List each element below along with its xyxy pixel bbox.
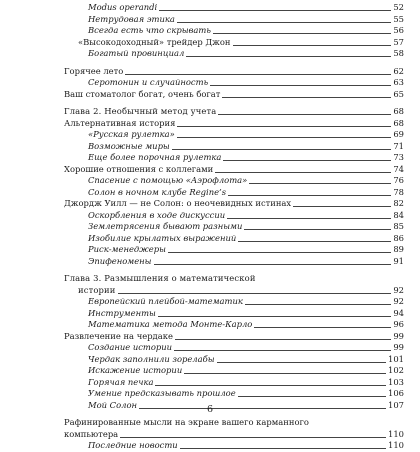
toc-entry-title: Оскорбления в ходе дискуссии	[88, 209, 226, 220]
toc-entry-title: Джордж Уилл — не Солон: о неочевидных истинах	[64, 198, 292, 208]
toc-page-number: 57	[393, 36, 404, 47]
toc-leader-line	[158, 316, 391, 317]
toc-leader-line	[293, 206, 391, 207]
toc-entry-title: Развлечение на чердаке	[64, 330, 173, 341]
toc-entry-title: «Русская рулетка»	[88, 129, 175, 139]
toc-entry-title: Инструменты	[88, 307, 156, 318]
toc-page-number: 106	[388, 388, 404, 398]
toc-leader-line	[186, 56, 391, 57]
toc-entry-title: Нетрудовая этика	[88, 13, 175, 24]
toc-page-number: 110	[388, 428, 404, 439]
toc-section-row	[64, 118, 404, 130]
toc-entry-title: Горячее лето	[64, 65, 124, 76]
toc-leader-line	[125, 74, 391, 75]
toc-subsection-row	[64, 354, 404, 366]
page-number: 6	[206, 404, 214, 415]
toc-page-number: 110	[388, 440, 404, 450]
toc-subsection-row	[64, 152, 404, 164]
toc-subsection-row	[64, 129, 404, 141]
toc-entry-title: Спасение с помощью «Аэрофлота»	[88, 175, 248, 185]
toc-leader-line	[154, 264, 392, 265]
toc-page-number: 76	[393, 175, 404, 185]
toc-page-number: 78	[393, 186, 404, 197]
toc-leader-line	[244, 229, 391, 230]
toc-page-number: 102	[388, 365, 404, 375]
toc-leader-line	[222, 97, 391, 98]
toc-leader-line	[233, 45, 392, 46]
toc-page-number: 71	[393, 140, 404, 151]
toc-subsection-row	[64, 187, 404, 199]
toc-entry-title: Умение предсказывать прошлое	[88, 388, 236, 398]
toc-entry-title: Эпифеномены	[88, 255, 152, 266]
toc-section-row	[64, 417, 404, 429]
toc-leader-line	[177, 137, 392, 138]
toc-entry-title: Изобилие крылатых выражений	[88, 232, 237, 243]
toc-page-number: 58	[393, 48, 404, 58]
toc-page-number: 89	[393, 244, 404, 254]
toc-page-number: 92	[393, 284, 404, 295]
toc-leader-line	[174, 350, 391, 351]
toc-subsection-row	[64, 141, 404, 153]
toc-leader-line	[238, 396, 386, 397]
toc-entry-title: Европейский плейбой-математик	[88, 296, 243, 306]
toc-page-number: 92	[393, 296, 404, 306]
toc-entry-title: компьютера	[64, 428, 119, 439]
toc-entry-title: Землетрясения бывают разными	[88, 221, 243, 231]
toc-subsection-row	[64, 377, 404, 389]
toc-entry-title: Богатый провинциал	[88, 48, 185, 58]
toc-leader-line	[177, 22, 391, 23]
toc-page-number: 65	[393, 88, 404, 99]
toc-subsection-row	[64, 342, 404, 354]
toc-page-number: 56	[393, 25, 404, 35]
toc-page-number: 99	[393, 330, 404, 341]
table-of-contents	[64, 2, 404, 452]
toc-leader-line	[168, 252, 391, 253]
toc-entry-title: Математика метода Монте-Карло	[88, 319, 253, 329]
toc-leader-line	[223, 160, 391, 161]
toc-chapter-row	[64, 273, 404, 285]
toc-entry-title: Возможные миры	[88, 140, 170, 151]
toc-leader-line	[184, 373, 386, 374]
toc-leader-line	[227, 218, 391, 219]
toc-entry-title: Ваш стоматолог богат, очень богат	[64, 88, 221, 99]
toc-leader-line	[172, 149, 392, 150]
toc-page-number: 99	[393, 342, 404, 352]
toc-page-number: 107	[388, 399, 404, 410]
toc-subsection-row	[64, 210, 404, 222]
toc-leader-line	[218, 114, 391, 115]
toc-entry-title: Солон в ночном клубе Regine’s	[88, 186, 227, 197]
toc-subsection-row	[64, 2, 404, 14]
toc-section-row	[64, 198, 404, 210]
toc-subsection-row	[64, 233, 404, 245]
toc-page-number: 62	[393, 65, 404, 76]
toc-section-row	[64, 429, 404, 441]
toc-subsection-row	[64, 77, 404, 89]
toc-entry-title: Рафинированные мысли на экране вашего карманного	[64, 417, 309, 427]
toc-page-number: 63	[393, 77, 404, 87]
toc-page-number: 68	[393, 106, 404, 116]
toc-entry-title: «Высокодоходный» трейдер Джон	[78, 36, 231, 47]
toc-entry-title: Последние новости	[88, 440, 178, 450]
toc-leader-line	[245, 304, 391, 305]
toc-subsection-row	[64, 175, 404, 187]
toc-entry-title: Modus operandi	[88, 2, 158, 12]
toc-subsection-row	[64, 48, 404, 60]
toc-section-row	[64, 164, 404, 176]
toc-entry-title: Риск-менеджеры	[88, 244, 166, 254]
toc-page-number: 55	[393, 13, 404, 24]
toc-leader-line	[175, 339, 391, 340]
toc-leader-line	[213, 33, 391, 34]
toc-subsection-row	[64, 221, 404, 233]
toc-page-number: 85	[393, 221, 404, 231]
toc-leader-line	[215, 172, 391, 173]
toc-entry-title: Глава 2. Необычный метод учета	[64, 106, 217, 116]
toc-subsection-row	[64, 440, 404, 452]
toc-leader-line	[228, 195, 391, 196]
toc-page-number: 73	[393, 152, 404, 162]
toc-entry-title: Альтернативная история	[64, 117, 176, 128]
toc-section-row	[64, 89, 404, 101]
toc-leader-line	[120, 437, 386, 438]
toc-subsection-row	[64, 256, 404, 268]
toc-subsection-row	[64, 365, 404, 377]
toc-page-number: 86	[393, 232, 404, 243]
toc-entry-title: Серотонин и случайность	[88, 77, 209, 87]
toc-subsection-row	[64, 308, 404, 320]
toc-page-number: 96	[393, 319, 404, 329]
toc-entry-title: Создание истории	[88, 342, 173, 352]
toc-leader-line	[249, 183, 391, 184]
toc-entry-title: Глава 3. Размышления о математической	[64, 273, 256, 283]
toc-leader-line	[254, 327, 391, 328]
toc-entry-title: Чердак заполнили зорелабы	[88, 353, 215, 364]
toc-entry-title: Искажение истории	[88, 365, 183, 375]
toc-page-number: 94	[393, 307, 404, 318]
toc-section-row	[64, 331, 404, 343]
toc-section-row	[64, 37, 404, 49]
toc-page-number: 101	[388, 353, 404, 364]
toc-page-number: 68	[393, 117, 404, 128]
toc-page-number: 91	[393, 255, 404, 266]
toc-page-number: 74	[393, 163, 404, 174]
toc-subsection-row	[64, 25, 404, 37]
toc-entry-title: Еще более порочная рулетка	[88, 152, 222, 162]
toc-leader-line	[118, 293, 392, 294]
toc-leader-line	[238, 241, 391, 242]
toc-entry-title: Мой Солон	[88, 399, 138, 410]
toc-page-number: 69	[393, 129, 404, 139]
toc-leader-line	[159, 10, 391, 11]
toc-leader-line	[155, 385, 386, 386]
toc-entry-title: Всегда есть что скрывать	[88, 25, 211, 35]
toc-chapter-row	[64, 285, 404, 297]
toc-subsection-row	[64, 14, 404, 26]
toc-subsection-row	[64, 388, 404, 400]
toc-subsection-row	[64, 319, 404, 331]
toc-leader-line	[217, 362, 386, 363]
toc-chapter-row	[64, 106, 404, 118]
toc-page-number: 52	[393, 2, 404, 12]
toc-section-row	[64, 66, 404, 78]
toc-entry-title: Горячая печка	[88, 376, 154, 387]
toc-subsection-row	[64, 244, 404, 256]
toc-page-number: 103	[388, 376, 404, 387]
toc-page-number: 84	[393, 209, 404, 220]
toc-leader-line	[180, 448, 386, 449]
toc-entry-title: Хорошие отношения с коллегами	[64, 163, 214, 174]
toc-leader-line	[177, 126, 391, 127]
toc-entry-title: истории	[78, 284, 116, 295]
toc-subsection-row	[64, 296, 404, 308]
toc-page-number: 82	[393, 198, 404, 208]
toc-leader-line	[210, 85, 391, 86]
